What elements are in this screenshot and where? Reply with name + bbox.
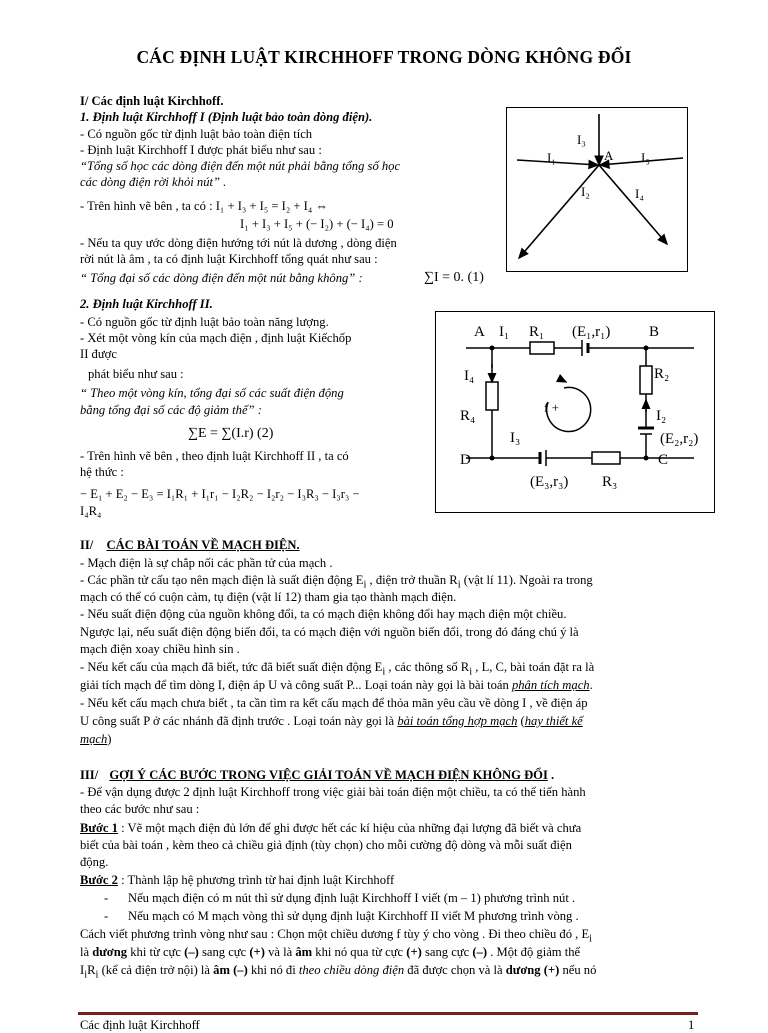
section-3-number: III/ — [80, 768, 99, 782]
text-bold: dương — [92, 945, 128, 959]
resistor-r3 — [592, 452, 620, 464]
page-number: 1 — [688, 1018, 695, 1032]
section-2-line: mạch điện xoay chiều hình sin . — [80, 642, 240, 656]
text-part: . Một độ giảm thế — [487, 945, 581, 959]
section-2-number: II/ — [80, 538, 94, 552]
section-2-heading — [80, 538, 300, 554]
label-e2: (E₂,r₂) — [660, 431, 699, 447]
step-1-label: Bước 1 — [80, 821, 118, 835]
law1-line: các dòng điện rời khỏi nút” . — [80, 175, 227, 189]
text-part: , các thông số R — [385, 660, 470, 674]
subscript-i: i — [457, 579, 461, 591]
label-node-c: C — [658, 452, 669, 468]
label-r3: R₃ — [602, 474, 618, 490]
law2-formula: ∑E = ∑(I.r) (2) — [188, 426, 274, 441]
footer-divider — [78, 1012, 698, 1015]
section-3-heading: III/ GỢI Ý CÁC BƯỚC TRONG VIỆC GIẢI TOÁN VỀ MẠCH ĐIỆN KHÔNG ĐỔI . — [80, 768, 555, 782]
law1-line: “Tổng số học các dòng điện đến một nút phải bằng tổng số học — [80, 159, 401, 173]
section-2-line: mạch có thể có cuộn cảm, tụ điện (vật lí 12) tham gia tạo thành mạch điện. — [80, 590, 457, 604]
label-i1: I₁ — [547, 150, 556, 165]
label-node-d: D — [460, 452, 471, 468]
section-3-line: biết của bài toán , kèm theo cả chiều giả định (tùy chọn) cho mỗi cường độ dòng và mỗi suất điện — [80, 838, 572, 852]
loop-direction-arrow — [558, 378, 566, 382]
subscript-i: i — [95, 969, 99, 981]
section-3-line — [80, 963, 596, 983]
page-title: CÁC ĐỊNH LUẬT KIRCHHOFF TRONG DÒNG KHÔNG ĐỔI — [136, 47, 632, 67]
text-bold: (–) — [184, 945, 199, 959]
list-item-text: Nếu mạch điện có m nút thì sử dụng định luật Kirchhoff I viết (m – 1) phương trình nút . — [128, 891, 576, 905]
text-part: Cách viết phương trình vòng như sau : Chọn một chiều dương f tùy ý cho vòng . Đi theo chiều đó , E — [80, 927, 590, 941]
law2-equation: − E₁ + E₂ − E₃ = I₁R₁ + I₁r₁ − I₂R₂ − I₂r₂ − I₃R₃ − I₃r₃ − — [80, 487, 360, 501]
section-2-line: giải tích mạch để tìm dòng I, điện áp U và công suất P... Loại toán này gọi là bài toán phân tích mạch. — [80, 678, 593, 692]
subscript-i: i — [382, 666, 386, 678]
law2-line: - Trên hình vẽ bên , theo định luật Kirchhoff II , ta có — [80, 449, 349, 463]
text-part: : Vẽ một mạch điện đủ lớn để ghi được hết các kí hiệu của những đại lượng đã biết và chưa — [117, 821, 582, 835]
label-node-b: B — [649, 324, 660, 340]
label-i4: I₄ — [464, 368, 475, 384]
law2-line: II được — [80, 347, 117, 361]
text-part: - Các phần tử cấu tạo nên mạch điện là suất điện động E — [80, 573, 364, 587]
law1-statement: “ Tổng đại số các dòng điện đến một nút bằng không” : — [80, 271, 363, 285]
label-i2: I₂ — [581, 184, 590, 199]
text-part: : Thành lập hệ phương trình từ hai định luật Kirchhoff — [117, 873, 395, 887]
text-bold: dương (+) — [505, 963, 560, 977]
law2-line: “ Theo một vòng kín, tổng đại số các suất điện động — [80, 386, 344, 400]
current-i4-arrow — [599, 165, 667, 244]
label-e1: (E₁,r₁) — [572, 324, 611, 340]
law2-line: - Có nguồn gốc từ định luật bảo toàn năng lượng. — [80, 315, 329, 329]
section-2-line: - Nếu suất điện động của nguồn không đổi, ta có mạch điện không đổi hay mạch điện một chiều. — [80, 607, 567, 621]
label-r1: R₁ — [529, 324, 545, 340]
section-3-line — [80, 945, 580, 961]
section-3-line: theo các bước như sau : — [80, 802, 200, 816]
law1-heading: 1. Định luật Kirchhoff I (Định luật bảo toàn dòng điện). — [80, 110, 373, 124]
node-b-dot — [644, 346, 649, 351]
label-node-a: A — [474, 324, 485, 340]
subscript-i: i — [84, 969, 88, 981]
list-item: - Nếu mạch có M mạch vòng thì sử dụng định luật Kirchhoff II viết M phương trình vòng . — [104, 909, 579, 923]
node-diagram-svg — [507, 108, 687, 271]
subscript-i: i — [589, 933, 593, 945]
text-italic: theo chiều dòng điện — [298, 963, 405, 977]
current-i1-arrow — [517, 160, 598, 165]
label-node-a: A — [604, 148, 614, 163]
circuit-diagram-svg — [436, 312, 714, 512]
term-circuit-design: hay thiết kế — [524, 714, 583, 728]
circuit-diagram — [435, 311, 715, 513]
text-part: và là — [264, 945, 296, 959]
step-1-line — [80, 821, 581, 837]
resistor-r4 — [486, 382, 498, 410]
step-2-line — [80, 873, 394, 889]
label-loop: f + — [544, 400, 559, 415]
text-part: sang cực — [421, 945, 473, 959]
text-bold: (+) — [406, 945, 422, 959]
law2-line: phát biểu như sau : — [88, 367, 184, 381]
footer-title: Các định luật Kirchhoff — [80, 1018, 200, 1032]
section-2-line: - Mạch điện là sự chắp nối các phần tử của mạch . — [80, 556, 333, 570]
law2-line: bằng tổng đại số các độ giảm thế” : — [80, 403, 262, 417]
text-part: nếu nó — [559, 963, 597, 977]
law2-line: hệ thức : — [80, 465, 124, 479]
section-3-line: động. — [80, 855, 109, 869]
resistor-r2 — [640, 366, 652, 394]
text-part: (kể cả điện trở nội) là — [98, 963, 214, 977]
text-part: khi từ cực — [127, 945, 185, 959]
step-2-label: Bước 2 — [80, 873, 118, 887]
text-part: đã được chọn và là — [404, 963, 506, 977]
label-i3: I₃ — [510, 430, 521, 446]
section-1-heading: I/ Các định luật Kirchhoff. — [80, 94, 224, 108]
term-circuit-design-cont: mạch — [80, 732, 108, 746]
section-2-line: mạch) — [80, 732, 112, 746]
label-i5: I₅ — [641, 150, 650, 165]
current-i2-arrow — [519, 165, 599, 258]
text-part: - Nếu kết cấu của mạch đã biết, tức đã biết suất điện động E — [80, 660, 383, 674]
label-i3: I₃ — [577, 132, 586, 147]
text-part: là — [80, 945, 93, 959]
list-item-text: Nếu mạch có M mạch vòng thì sử dụng định luật Kirchhoff II viết M phương trình vòng . — [128, 909, 579, 923]
text-bold: (–) — [472, 945, 488, 959]
text-part: , L, C, bài toán đặt ra là — [472, 660, 595, 674]
section-2-title: CÁC BÀI TOÁN VỀ MẠCH ĐIỆN. — [106, 538, 300, 552]
text-part: U công suất P ở các nhánh đã định trước . Loại toán này gọi là — [80, 714, 398, 728]
subscript-i: i — [363, 579, 367, 591]
term-circuit-synthesis: bài toán tổng hợp mạch — [397, 714, 518, 728]
text-part: sang cực — [198, 945, 250, 959]
law1-line: - Định luật Kirchhoff I được phát biểu như sau : — [80, 143, 322, 157]
law1-equation: I₁ + I₃ + I₅ + (− I₂) + (− I₄) = 0 — [240, 217, 394, 231]
law1-line: - Trên hình vẽ bên , ta có : I₁ + I₃ + I₅ = I₂ + I₄ ⇔ — [80, 199, 328, 213]
resistor-r1 — [530, 342, 554, 354]
text-part: , điện trở thuần R — [366, 573, 458, 587]
law1-line: rời nút là âm , ta có định luật Kirchhoff tổng quát như sau : — [80, 252, 378, 266]
text-part: (vật lí 11). Ngoài ra trong — [460, 573, 593, 587]
label-r4: R₄ — [460, 408, 476, 424]
text-bold: âm (–) — [213, 963, 248, 977]
text-part: khi nó qua từ cực — [312, 945, 407, 959]
law1-line: - Nếu ta quy ước dòng điện hướng tới nút là dương , dòng điện — [80, 236, 397, 250]
label-e3: (E₃,r₃) — [530, 474, 569, 490]
law2-equation: I₄R₄ — [80, 504, 102, 518]
section-2-line: - Nếu kết cấu mạch chưa biết , ta cần tìm ra kết cấu mạch để thỏa mãn yêu cầu về dòng I , về điện áp — [80, 696, 588, 710]
text-part: R — [87, 963, 96, 977]
text-part: giải tích mạch để tìm dòng I, điện áp U và công suất P... Loại toán này gọi là bài toán — [80, 678, 512, 692]
node-c-dot — [644, 456, 649, 461]
list-item: - Nếu mạch điện có m nút thì sử dụng định luật Kirchhoff I viết (m – 1) phương trình nút . — [104, 891, 576, 905]
text-part: khi nó đi — [247, 963, 299, 977]
section-2-line: Ngược lại, nếu suất điện động biến đổi, ta có mạch điện với nguồn biến đổi, trong đó đáng chú ý là — [80, 625, 579, 639]
label-r2: R₂ — [654, 366, 670, 382]
text-part: I — [80, 963, 85, 977]
label-i4: I₄ — [635, 186, 644, 201]
node-a-dot — [490, 346, 495, 351]
node-d-dot — [490, 456, 495, 461]
section-2-line: U công suất P ở các nhánh đã định trước . Loại toán này gọi là bài toán tổng hợp mạch (hay thiết kế — [80, 714, 583, 728]
law2-heading: 2. Định luật Kirchhoff II. — [80, 297, 213, 311]
section-3-line: - Để vận dụng được 2 định luật Kirchhoff trong việc giải bài toán điện một chiều, ta có thể tiến hành — [80, 785, 586, 799]
label-i1: I₁ — [499, 324, 510, 340]
text-bold: (+) — [249, 945, 265, 959]
section-3-title: GỢI Ý CÁC BƯỚC TRONG VIỆC GIẢI TOÁN VỀ MẠCH ĐIỆN KHÔNG ĐỔI — [109, 768, 548, 782]
node-diagram — [506, 107, 688, 272]
label-i2: I₂ — [656, 408, 667, 424]
law1-formula: ∑I = 0. (1) — [424, 270, 484, 285]
law2-line: - Xét một vòng kín của mạch điện , định luật Kiếchốp — [80, 331, 352, 345]
text-bold: âm — [295, 945, 313, 959]
term-circuit-analysis: phân tích mạch — [511, 678, 590, 692]
subscript-i: i — [469, 666, 473, 678]
law1-line: - Có nguồn gốc từ định luật bảo toàn điện tích — [80, 127, 313, 141]
